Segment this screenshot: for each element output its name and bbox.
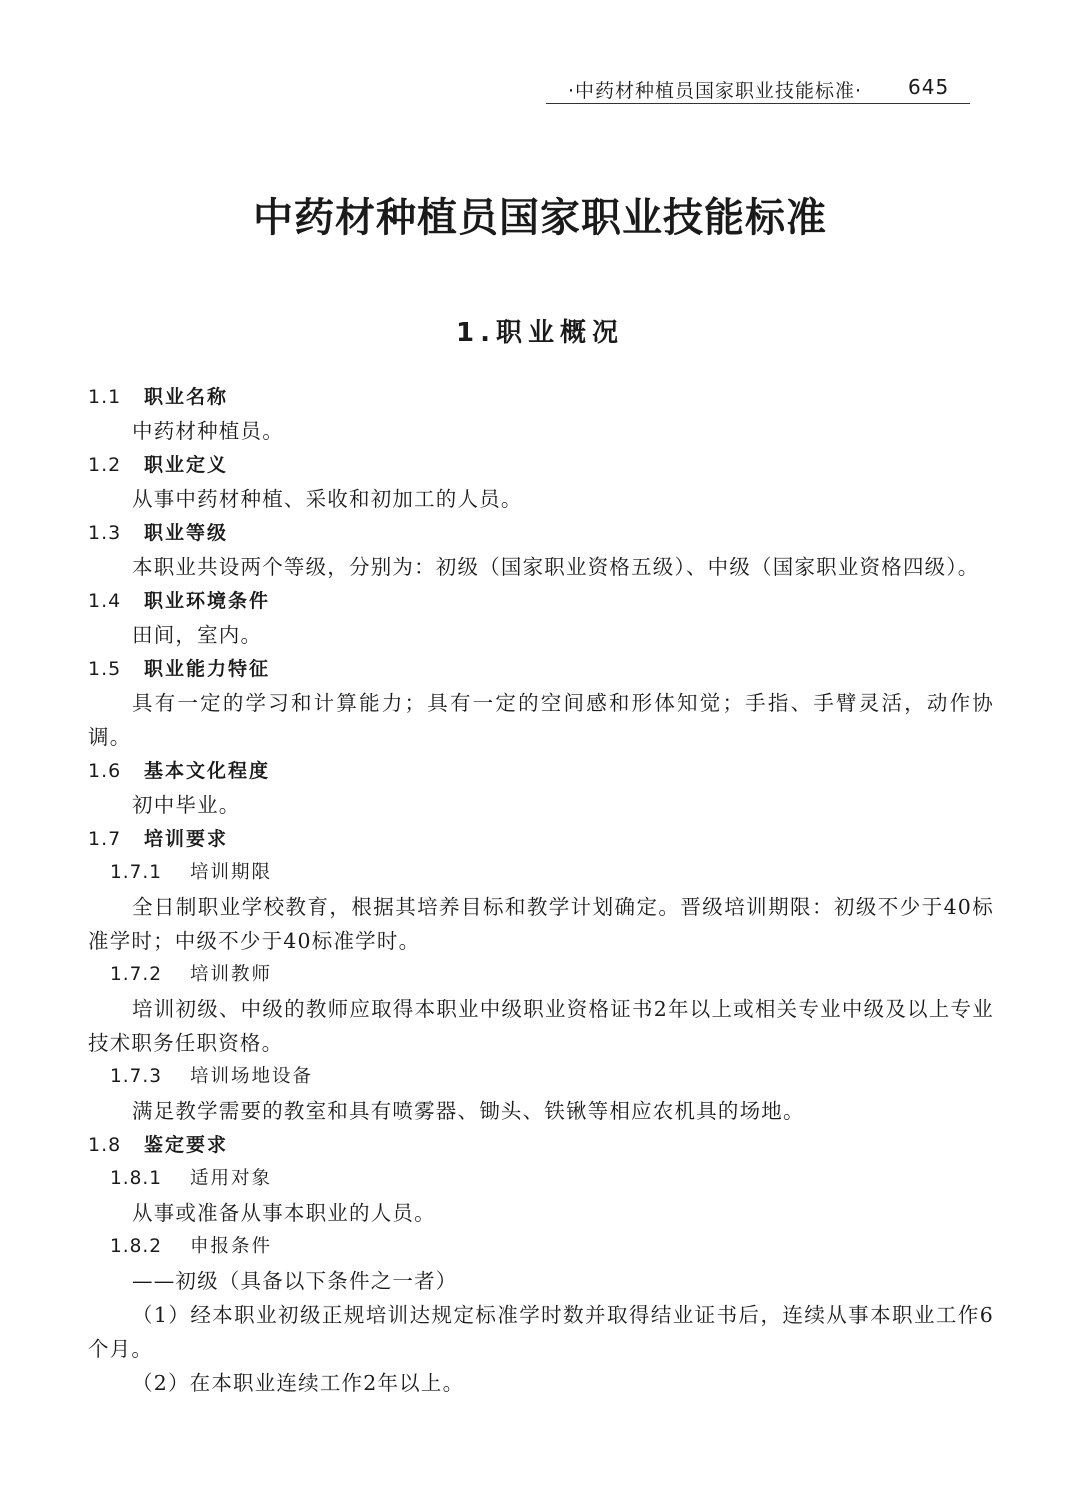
subsection-heading: [88, 1230, 994, 1264]
section-paragraph: 从事或准备从事本职业的人员。: [132, 1201, 436, 1225]
section-heading: [88, 822, 994, 856]
subsection-title: 培训期限: [190, 862, 273, 883]
condition-item: （2）在本职业连续工作2年以上。: [132, 1371, 465, 1395]
section-heading: [88, 584, 994, 618]
subsection-number: 1.7.3: [110, 1066, 163, 1087]
section-paragraph: 中药材种植员。: [132, 419, 284, 443]
section-paragraph: 本职业共设两个等级，分别为：初级（国家职业资格五级）、中级（国家职业资格四级）。: [132, 555, 980, 579]
section-paragraph: 初中毕业。: [132, 793, 241, 817]
section-paragraph: 从事中药材种植、采收和初加工的人员。: [132, 487, 523, 511]
page-number: 645: [908, 75, 950, 99]
section-number: 1.2: [88, 454, 122, 476]
condition-item: （1）经本职业初级正规培训达规定标准学时数并取得结业证书后，连续从事本职业工作6个月。: [88, 1303, 994, 1361]
subsection-title: 培训教师: [190, 964, 273, 985]
running-title: ·中药材种植员国家职业技能标准·: [568, 80, 863, 102]
section-title: 职业等级: [144, 522, 229, 544]
section-heading: [88, 380, 994, 414]
section-paragraph: 全日制职业学校教育，根据其培养目标和教学计划确定。晋级培训期限：初级不少于40标准学时；中级不少于40标准学时。: [88, 895, 994, 953]
section-number: 1.6: [88, 760, 122, 782]
section-title: 职业名称: [144, 386, 229, 408]
section-number: 1.3: [88, 522, 122, 544]
subsection-title: 申报条件: [190, 1236, 273, 1257]
chapter-heading: 1.职业概况: [456, 318, 624, 348]
subsection-number: 1.7.2: [110, 964, 163, 985]
condition-lead: ——初级（具备以下条件之一者）: [132, 1269, 458, 1293]
document-body: [88, 380, 994, 1400]
subsection-number: 1.7.1: [110, 862, 163, 883]
section-heading: [88, 448, 994, 482]
section-number: 1.4: [88, 590, 122, 612]
section-title: 鉴定要求: [144, 1134, 229, 1156]
section-heading: [88, 516, 994, 550]
section-title: 职业能力特征: [144, 658, 271, 680]
section-title: 培训要求: [144, 828, 229, 850]
subsection-number: 1.8.1: [110, 1168, 163, 1189]
section-heading: [88, 1128, 994, 1162]
section-number: 1.8: [88, 1134, 122, 1156]
section-title: 职业环境条件: [144, 590, 271, 612]
section-paragraph: 满足教学需要的教室和具有喷雾器、锄头、铁锹等相应农机具的场地。: [132, 1099, 805, 1123]
document-title: 中药材种植员国家职业技能标准: [253, 195, 827, 241]
section-title: 职业定义: [144, 454, 229, 476]
subsection-title: 培训场地设备: [190, 1066, 314, 1087]
subsection-title: 适用对象: [190, 1168, 273, 1189]
subsection-heading: [88, 1162, 994, 1196]
section-title: 基本文化程度: [144, 760, 271, 782]
subsection-number: 1.8.2: [110, 1236, 163, 1257]
section-paragraph: 培训初级、中级的教师应取得本职业中级职业资格证书2年以上或相关专业中级及以上专业技术职务任职资格。: [88, 997, 994, 1055]
subsection-heading: [88, 1060, 994, 1094]
section-paragraph: 具有一定的学习和计算能力；具有一定的空间感和形体知觉；手指、手臂灵活，动作协调。: [88, 691, 994, 749]
section-heading: [88, 652, 994, 686]
section-number: 1.5: [88, 658, 122, 680]
subsection-heading: [88, 856, 994, 890]
subsection-heading: [88, 958, 994, 992]
section-paragraph: 田间，室内。: [132, 623, 263, 647]
section-number: 1.7: [88, 828, 122, 850]
section-heading: [88, 754, 994, 788]
section-number: 1.1: [88, 386, 122, 408]
running-header: [546, 74, 970, 104]
